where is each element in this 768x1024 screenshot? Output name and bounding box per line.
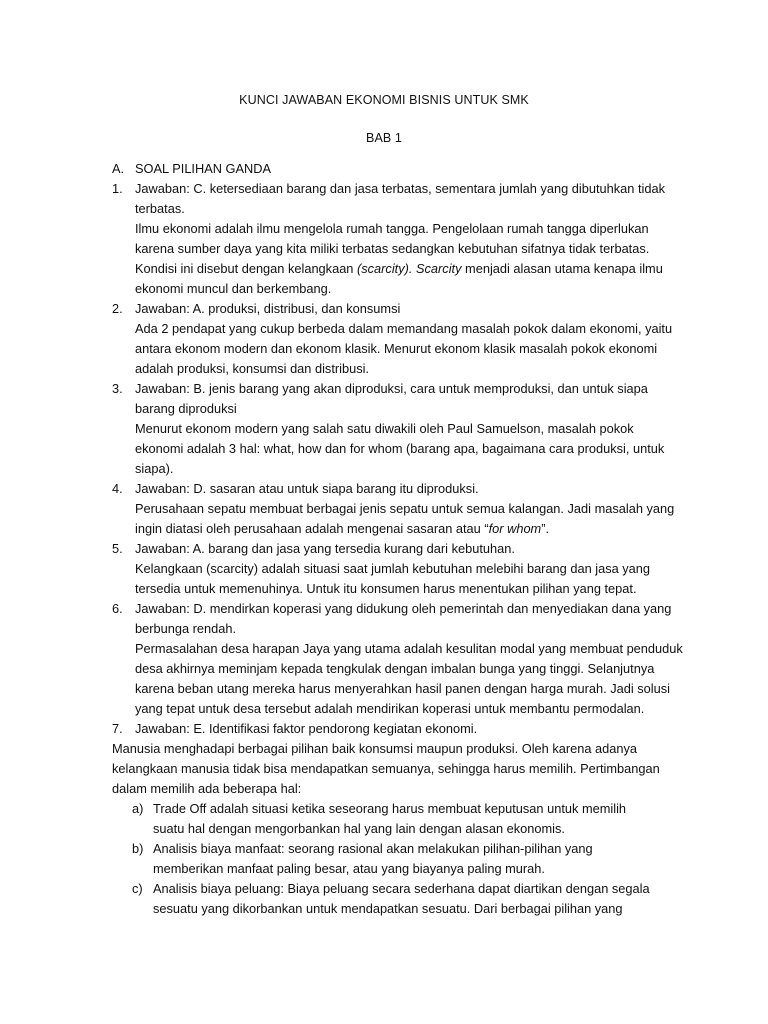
answer-item-6 [112, 599, 682, 719]
text-line: suatu hal dengan mengorbankan hal yang lain dengan alasan ekonomis. [153, 821, 565, 836]
section-marker: A. [112, 161, 125, 176]
text-line: Ada 2 pendapat yang cukup berbeda dalam memandang masalah pokok dalam ekonomi, yaitu [135, 321, 673, 336]
text-run: menjadi alasan utama kenapa ilmu [461, 261, 663, 276]
sub-item-marker: a) [132, 801, 144, 816]
sub-item-marker: c) [132, 881, 143, 896]
text-line: Kelangkaan (scarcity) adalah situasi saat jumlah kebutuhan melebihi barang dan jasa yang [135, 561, 651, 576]
text-line: dalam memilih ada beberapa hal: [112, 781, 302, 796]
section-label: SOAL PILIHAN GANDA [135, 161, 272, 176]
text-line: kelangkaan manusia tidak bisa mendapatkan semuanya, sehingga harus memilih. Pertimbangan [112, 761, 660, 776]
text-line: adalah produksi, konsumsi dan distribusi. [135, 361, 370, 376]
text-line: Jawaban: A. barang dan jasa yang tersedia kurang dari kebutuhan. [135, 541, 515, 556]
item-number: 1. [112, 181, 123, 196]
text-line: Analisis biaya manfaat: seorang rasional akan melakukan pilihan-pilihan yang [153, 841, 593, 856]
document-content [112, 159, 682, 919]
answer-item-5 [112, 539, 682, 599]
answer-item-2 [112, 299, 682, 379]
text-line: antara ekonom modern dan ekonom klasik. Menurut ekonom klasik masalah pokok ekonomi [135, 341, 658, 356]
text-run: ingin diatasi oleh perusahaan adalah mengenai sasaran atau “ [135, 521, 489, 536]
answer-item-7 [112, 719, 682, 739]
text-run: Kondisi ini disebut dengan kelangkaan [135, 261, 357, 276]
text-line: ekonomi adalah 3 hal: what, how dan for whom (barang apa, bagaimana cara produksi, untuk [135, 441, 665, 456]
text-run: ”. [541, 521, 550, 536]
chapter-heading: BAB 1 [366, 131, 402, 145]
sub-item-marker: b) [132, 841, 144, 856]
text-line: sesuatu yang dikorbankan untuk mendapatkan sesuatu. Dari berbagai pilihan yang [153, 901, 623, 916]
text-line: Analisis biaya peluang: Biaya peluang secara sederhana dapat diartikan dengan segala [153, 881, 650, 896]
answer-item-3 [112, 379, 682, 479]
document-title: KUNCI JAWABAN EKONOMI BISNIS UNTUK SMK [239, 93, 529, 107]
sub-item-b [132, 839, 682, 879]
text-line: yang tepat untuk desa tersebut adalah mendirikan koperasi untuk membantu permodalan. [135, 701, 645, 716]
text-line: Manusia menghadapi berbagai pilihan baik konsumsi maupun produksi. Oleh karena adanya [112, 741, 638, 756]
text-line: Jawaban: C. ketersediaan barang dan jasa terbatas, sementara jumlah yang dibutuhkan tidak [135, 181, 665, 196]
item-number: 3. [112, 381, 123, 396]
item-number: 6. [112, 601, 123, 616]
sub-item-a [132, 799, 682, 839]
item-number: 7. [112, 721, 123, 736]
italic-term: for whom [488, 521, 542, 536]
text-line: barang diproduksi [135, 401, 237, 416]
text-line [135, 519, 682, 539]
text-line: Menurut ekonom modern yang salah satu diwakili oleh Paul Samuelson, masalah pokok [135, 421, 634, 436]
item-number: 2. [112, 301, 123, 316]
item-number: 4. [112, 481, 123, 496]
text-line: Trade Off adalah situasi ketika seseorang harus membuat keputusan untuk memilih [153, 801, 627, 816]
text-line: Perusahaan sepatu membuat berbagai jenis sepatu untuk semua kalangan. Jadi masalah yang [135, 501, 675, 516]
text-line: Jawaban: B. jenis barang yang akan diproduksi, cara untuk memproduksi, dan untuk siapa [135, 381, 648, 396]
text-line: memberikan manfaat paling besar, atau yang biayanya paling murah. [153, 861, 545, 876]
text-line: Jawaban: D. mendirkan koperasi yang didukung oleh pemerintah dan menyediakan dana yang [135, 601, 672, 616]
italic-term: (scarcity). Scarcity [356, 261, 462, 276]
text-line: Jawaban: A. produksi, distribusi, dan konsumsi [135, 301, 401, 316]
item-7-explanation [112, 739, 682, 919]
text-line: ekonomi muncul dan berkembang. [135, 281, 332, 296]
text-line: Jawaban: D. sasaran atau untuk siapa barang itu diproduksi. [135, 481, 479, 496]
text-line: karena sumber daya yang kita miliki terbatas sedangkan kebutuhan sifatnya tidak terbatas. [135, 241, 650, 256]
text-line: Permasalahan desa harapan Jaya yang utama adalah kesulitan modal yang membuat penduduk [135, 641, 683, 656]
answer-item-1 [112, 179, 682, 299]
text-line: siapa). [135, 461, 174, 476]
text-line: tersedia untuk memenuhinya. Untuk itu konsumen harus menentukan pilihan yang tepat. [135, 581, 637, 596]
item-number: 5. [112, 541, 123, 556]
text-line: Jawaban: E. Identifikasi faktor pendorong kegiatan ekonomi. [135, 721, 478, 736]
text-line [135, 259, 682, 279]
section-heading [112, 159, 682, 179]
text-line: berbunga rendah. [135, 621, 237, 636]
answer-item-4 [112, 479, 682, 539]
text-line: terbatas. [135, 201, 185, 216]
sub-item-c [132, 879, 682, 919]
text-line: karena beban utang mereka harus menyerahkan hasil panen dengan harga murah. Jadi solusi [135, 681, 670, 696]
text-line: Ilmu ekonomi adalah ilmu mengelola rumah tangga. Pengelolaan rumah tangga diperlukan [135, 221, 649, 236]
text-line: desa akhirnya meminjam kepada tengkulak dengan imbalan bunga yang tinggi. Selanjutnya [135, 661, 655, 676]
